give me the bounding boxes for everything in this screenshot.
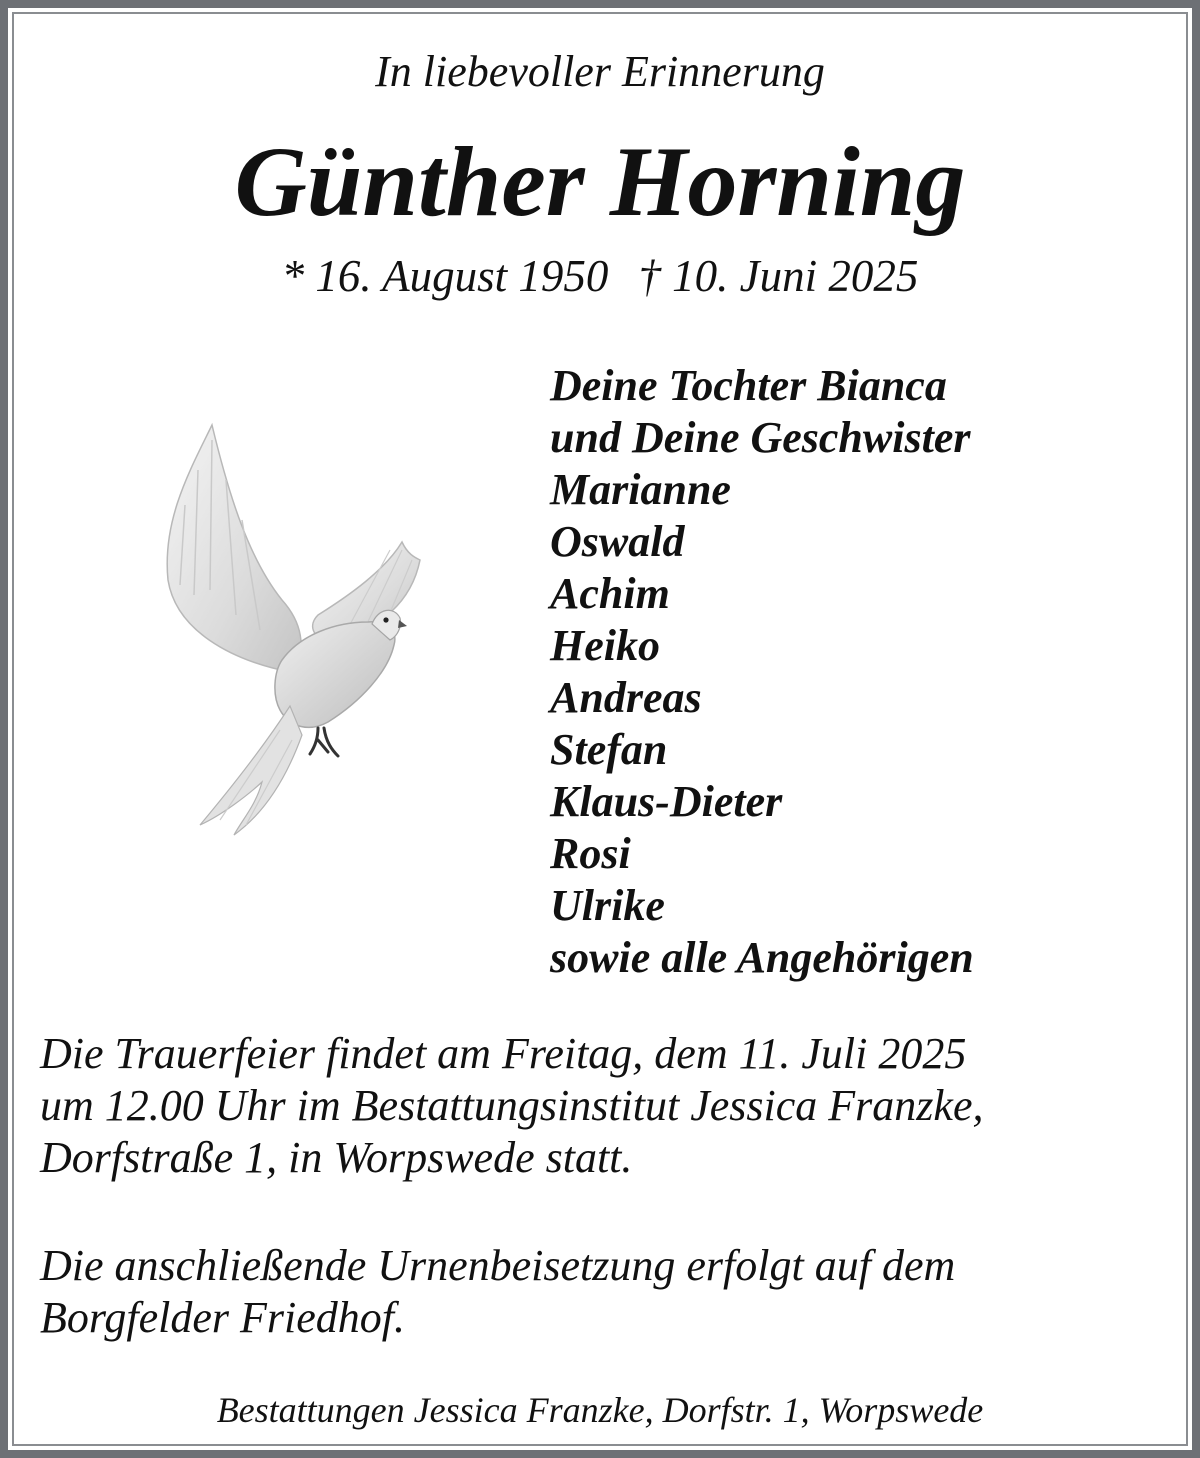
mourner-line: Rosi xyxy=(550,829,631,878)
service-line: Dorfstraße 1, in Worpswede statt. xyxy=(40,1133,633,1182)
burial-paragraph xyxy=(40,1240,1170,1344)
mourner-line: Ulrike xyxy=(550,881,665,930)
funeral-home-footer: Bestattungen Jessica Franzke, Dorfstr. 1, Worpswede xyxy=(216,1390,984,1430)
deceased-name: Günther Horning xyxy=(234,126,966,237)
mourner-line: Oswald xyxy=(550,517,685,566)
mourner-line: Klaus-Dieter xyxy=(550,777,783,826)
funeral-service-paragraph xyxy=(40,1028,1170,1184)
birth-date: * 16. August 1950 xyxy=(281,251,609,301)
death-date: † 10. Juni 2025 xyxy=(638,251,919,301)
mourner-line: und Deine Geschwister xyxy=(550,413,971,462)
mourner-line: Andreas xyxy=(550,673,702,722)
mourner-line: Achim xyxy=(550,569,670,618)
life-dates xyxy=(0,248,1200,304)
service-line: um 12.00 Uhr im Bestattungsinstitut Jessica Franzke, xyxy=(40,1081,984,1130)
mourner-line: Marianne xyxy=(550,465,731,514)
burial-line: Die anschließende Urnenbeisetzung erfolgt auf dem xyxy=(40,1241,956,1290)
service-line: Die Trauerfeier findet am Freitag, dem 11. Juli 2025 xyxy=(40,1029,967,1078)
mourners-list xyxy=(550,360,1160,984)
intro-line: In liebevoller Erinnerung xyxy=(375,47,825,96)
mourner-line: sowie alle Angehörigen xyxy=(550,933,974,982)
mourner-line: Deine Tochter Bianca xyxy=(550,361,947,410)
burial-line: Borgfelder Friedhof. xyxy=(40,1293,405,1342)
mourner-line: Stefan xyxy=(550,725,668,774)
white-dove-icon xyxy=(150,410,440,840)
mourner-line: Heiko xyxy=(550,621,660,670)
